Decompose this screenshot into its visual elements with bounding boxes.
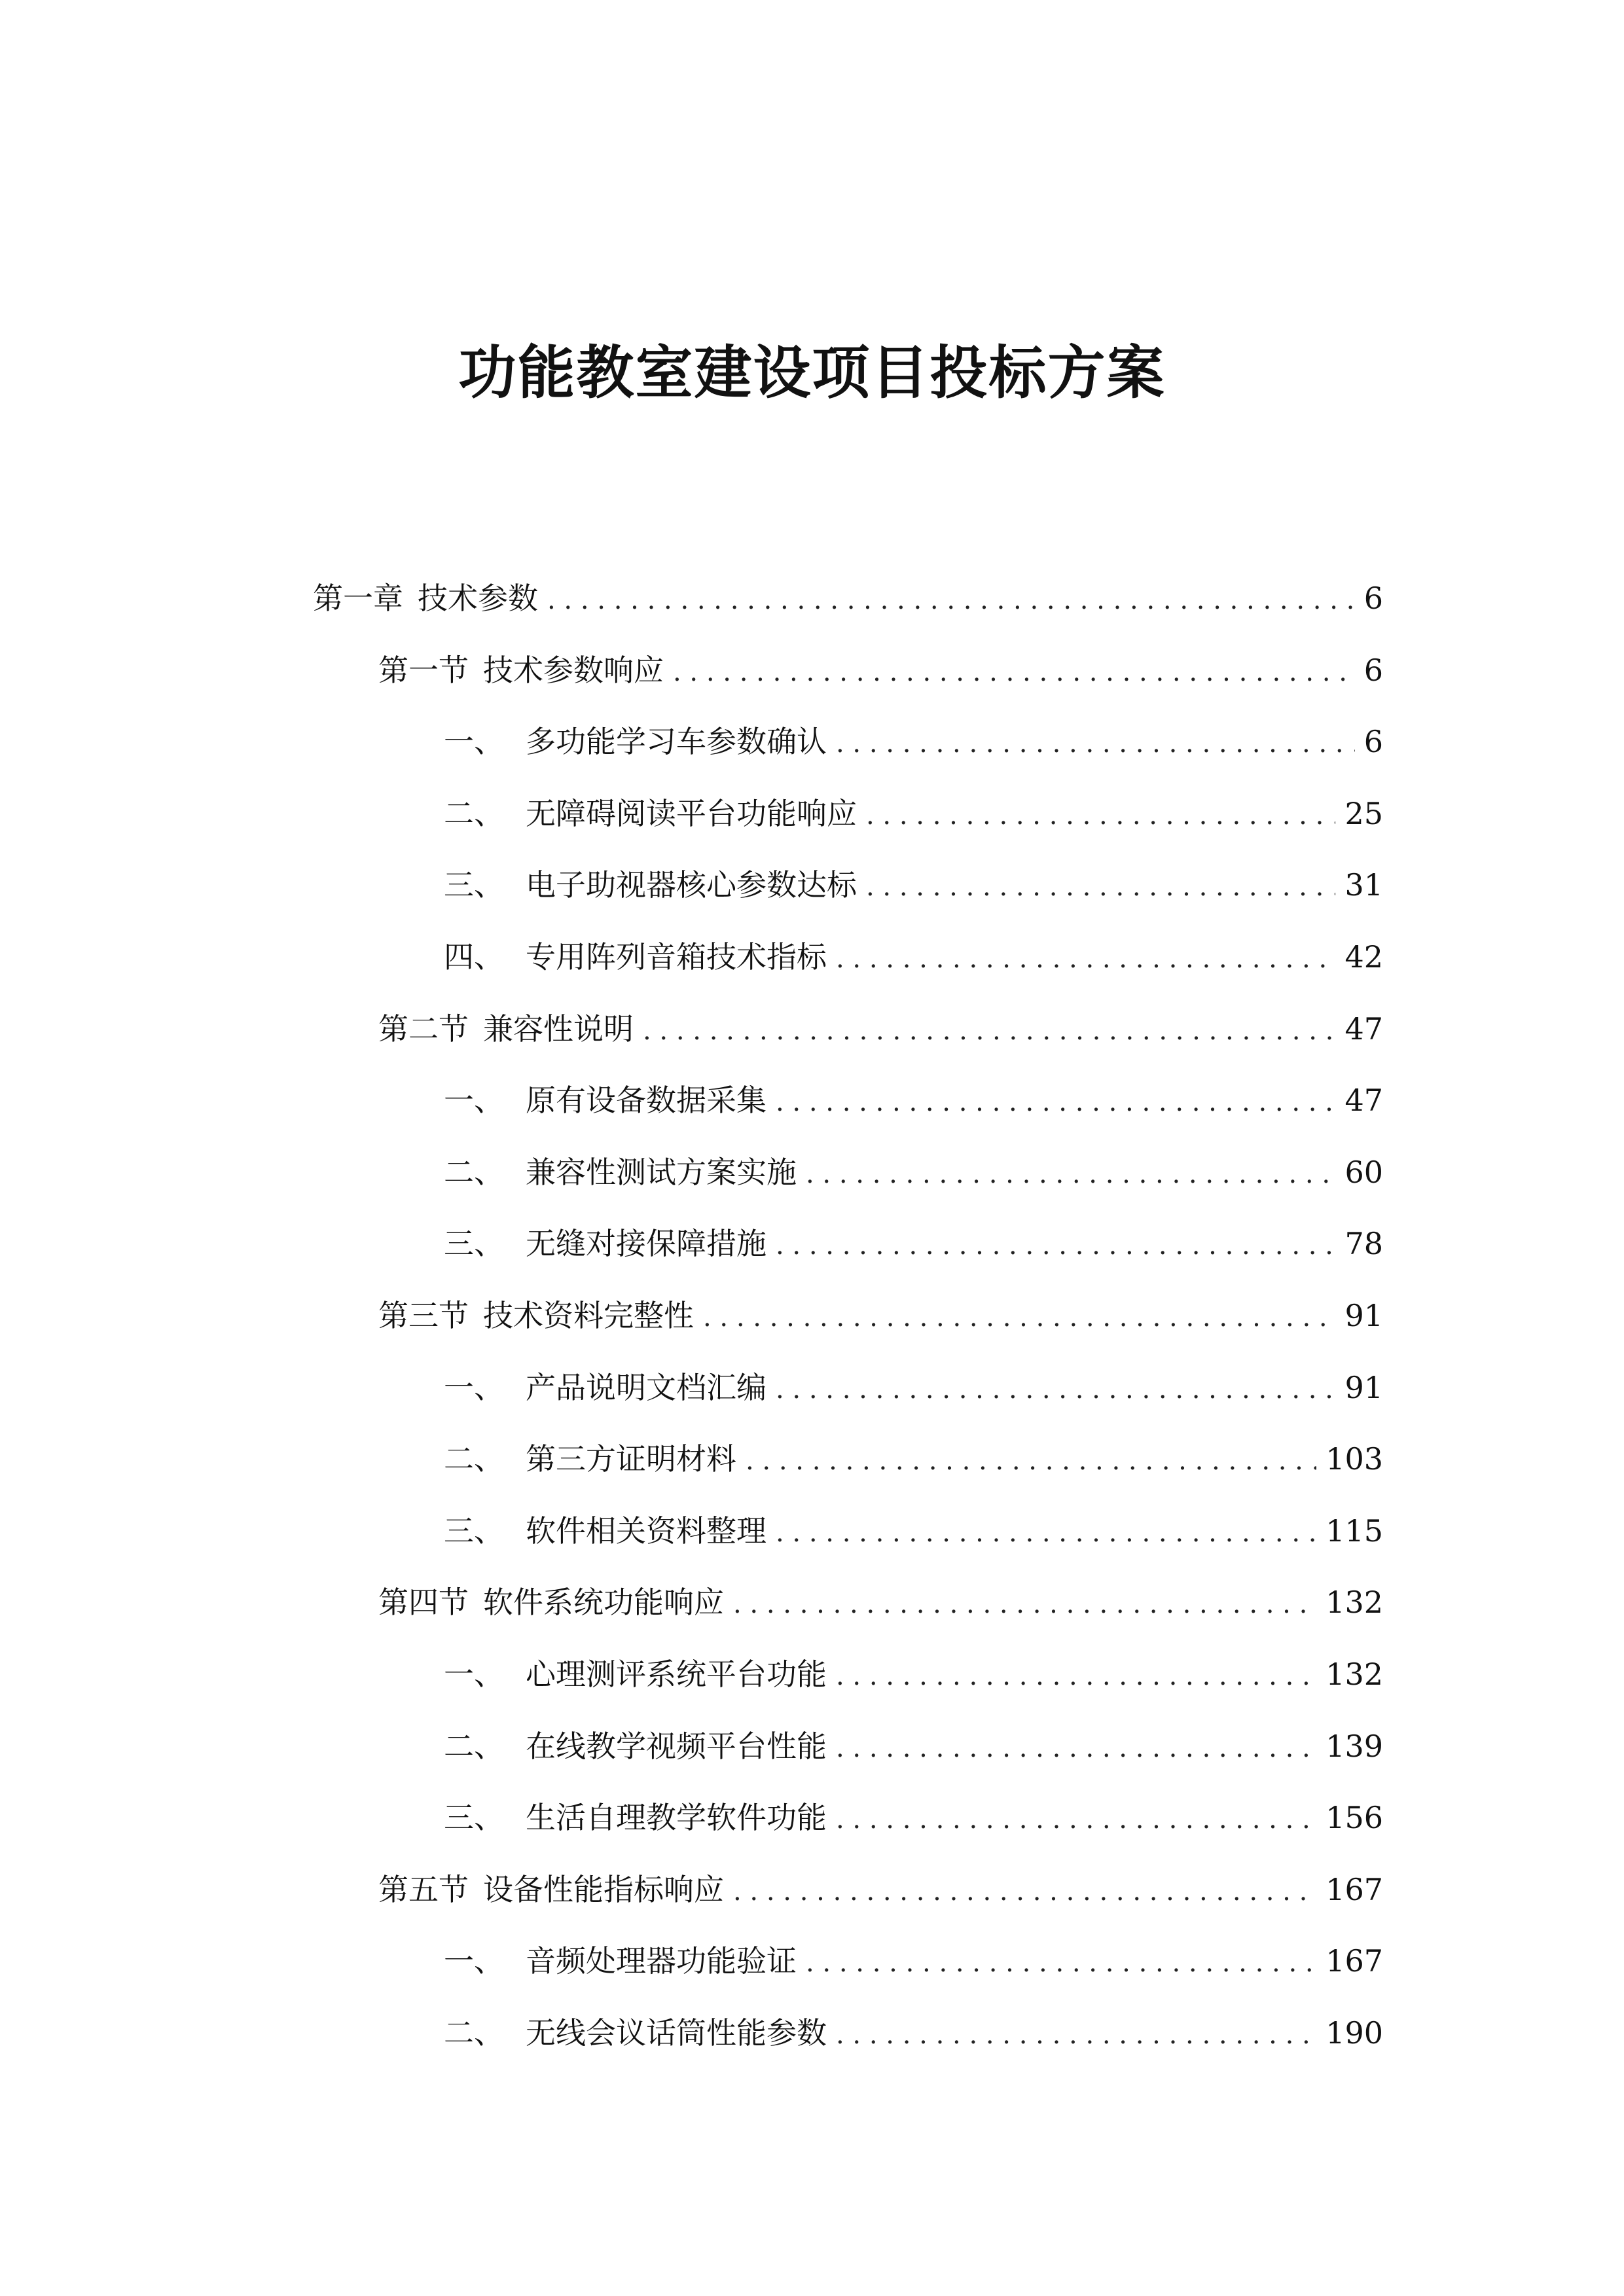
toc-dot-leader — [703, 1291, 1335, 1344]
toc-entry[interactable] — [378, 1863, 1383, 1916]
page-title: 功能教室建设项目投标方案 — [458, 339, 1166, 406]
toc-entry-title: 多功能学习车参数确认 — [526, 724, 827, 759]
toc-entry-number: 第五节 — [378, 1872, 469, 1907]
toc-entry-title: 技术资料完整性 — [483, 1298, 694, 1333]
toc-entry-title: 设备性能指标响应 — [483, 1872, 724, 1907]
toc-entry[interactable] — [444, 2007, 1383, 2059]
toc-entry[interactable] — [444, 859, 1383, 911]
toc-entry[interactable] — [444, 931, 1383, 983]
toc-page-number: 25 — [1344, 796, 1383, 831]
toc-page-number: 115 — [1326, 1513, 1383, 1549]
toc-entry[interactable] — [444, 1935, 1383, 1987]
toc-page-number: 103 — [1326, 1441, 1383, 1477]
toc-entry-title: 专用阵列音箱技术指标 — [526, 939, 827, 975]
toc-entry-title: 在线教学视频平台性能 — [526, 1729, 827, 1764]
toc-entry-number: 三、 — [444, 1800, 504, 1835]
toc-entry[interactable] — [444, 1074, 1383, 1126]
toc-page-number: 42 — [1344, 939, 1383, 975]
toc-page-number: 190 — [1326, 2015, 1383, 2051]
toc-dot-leader — [673, 646, 1355, 698]
toc-entry[interactable] — [313, 572, 1383, 624]
toc-entry[interactable] — [444, 1791, 1383, 1844]
toc-entry-title: 技术参数响应 — [483, 653, 664, 688]
toc-entry-number: 第三节 — [378, 1298, 469, 1333]
toc-dot-leader — [836, 1722, 1316, 1774]
toc-entry[interactable] — [444, 787, 1383, 840]
toc-entry-number: 三、 — [444, 1513, 504, 1549]
toc-entry-title: 兼容性测试方案实施 — [526, 1155, 797, 1190]
toc-entry-number: 第四节 — [378, 1585, 469, 1620]
toc-entry-number: 第二节 — [378, 1011, 469, 1047]
toc-entry-title: 音频处理器功能验证 — [526, 1943, 797, 1979]
toc-entry-number: 一、 — [444, 1657, 504, 1692]
toc-entry-number: 二、 — [444, 1729, 504, 1764]
toc-entry-number: 一、 — [444, 1370, 504, 1405]
toc-page-number: 132 — [1326, 1657, 1383, 1692]
toc-page-number: 132 — [1326, 1585, 1383, 1620]
toc-dot-leader — [836, 1650, 1316, 1702]
toc-dot-leader — [776, 1507, 1316, 1559]
toc-entry-number: 二、 — [444, 1155, 504, 1190]
toc-dot-leader — [547, 574, 1355, 626]
toc-entry[interactable] — [444, 1361, 1383, 1414]
toc-entry-title: 无缝对接保障措施 — [526, 1226, 767, 1261]
toc-page-number: 47 — [1344, 1011, 1383, 1047]
toc-dot-leader — [746, 1435, 1316, 1487]
toc-entry-number: 四、 — [444, 939, 504, 975]
toc-entry-number: 一、 — [444, 724, 504, 759]
toc-entry-title: 生活自理教学软件功能 — [526, 1800, 827, 1835]
toc-page-number: 6 — [1363, 653, 1383, 688]
toc-entry-title: 无障碍阅读平台功能响应 — [526, 796, 857, 831]
toc-entry[interactable] — [378, 644, 1383, 696]
toc-dot-leader — [643, 1005, 1335, 1057]
toc-entry[interactable] — [444, 1217, 1383, 1270]
toc-entry[interactable] — [444, 1720, 1383, 1772]
toc-entry-title: 第三方证明材料 — [526, 1441, 736, 1477]
toc-entry-number: 三、 — [444, 867, 504, 903]
toc-page-number: 60 — [1344, 1155, 1383, 1190]
toc-entry-title: 技术参数 — [418, 581, 538, 616]
toc-entry[interactable] — [444, 715, 1383, 768]
toc-dot-leader — [836, 717, 1355, 770]
toc-dot-leader — [806, 1148, 1335, 1200]
toc-dot-leader — [866, 861, 1335, 913]
toc-page-number: 91 — [1344, 1298, 1383, 1333]
toc-entry-number: 三、 — [444, 1226, 504, 1261]
toc-page-number: 47 — [1344, 1083, 1383, 1118]
toc-page-number: 78 — [1344, 1226, 1383, 1261]
toc-entry-number: 一、 — [444, 1943, 504, 1979]
toc-page-number: 167 — [1326, 1872, 1383, 1907]
toc-entry-number: 第一节 — [378, 653, 469, 688]
toc-entry[interactable] — [444, 1505, 1383, 1557]
toc-entry-number: 二、 — [444, 1441, 504, 1477]
toc-page-number: 167 — [1326, 1943, 1383, 1979]
toc-entry[interactable] — [378, 1003, 1383, 1055]
toc-entry-title: 心理测评系统平台功能 — [526, 1657, 827, 1692]
toc-dot-leader — [733, 1865, 1316, 1918]
toc-entry[interactable] — [444, 1648, 1383, 1700]
toc-dot-leader — [866, 789, 1335, 842]
toc-dot-leader — [836, 2009, 1316, 2061]
toc-dot-leader — [836, 933, 1335, 985]
toc-entry[interactable] — [444, 1433, 1383, 1485]
toc-entry-number: 第一章 — [313, 581, 403, 616]
toc-page-number: 31 — [1344, 867, 1383, 903]
toc-page-number: 6 — [1363, 724, 1383, 759]
toc-page-number: 156 — [1326, 1800, 1383, 1835]
toc-dot-leader — [776, 1219, 1335, 1272]
toc-entry-title: 兼容性说明 — [483, 1011, 634, 1047]
toc-entry-title: 软件系统功能响应 — [483, 1585, 724, 1620]
toc-entry-title: 原有设备数据采集 — [526, 1083, 767, 1118]
toc-page-number: 91 — [1344, 1370, 1383, 1405]
toc-page-number: 6 — [1363, 581, 1383, 616]
toc-entry[interactable] — [378, 1576, 1383, 1628]
toc-entry-title: 产品说明文档汇编 — [526, 1370, 767, 1405]
toc-dot-leader — [776, 1076, 1335, 1128]
toc-entry-number: 二、 — [444, 796, 504, 831]
toc-dot-leader — [776, 1363, 1335, 1416]
toc-dot-leader — [733, 1578, 1316, 1630]
toc-page-number: 139 — [1326, 1729, 1383, 1764]
toc-entry[interactable] — [444, 1146, 1383, 1198]
toc-entry-title: 软件相关资料整理 — [526, 1513, 767, 1549]
toc-dot-leader — [806, 1937, 1316, 1989]
toc-dot-leader — [836, 1793, 1316, 1846]
toc-entry-title: 无线会议话筒性能参数 — [526, 2015, 827, 2051]
toc-entry[interactable] — [378, 1289, 1383, 1342]
toc-entry-number: 二、 — [444, 2015, 504, 2051]
toc-entry-number: 一、 — [444, 1083, 504, 1118]
toc-entry-title: 电子助视器核心参数达标 — [526, 867, 857, 903]
